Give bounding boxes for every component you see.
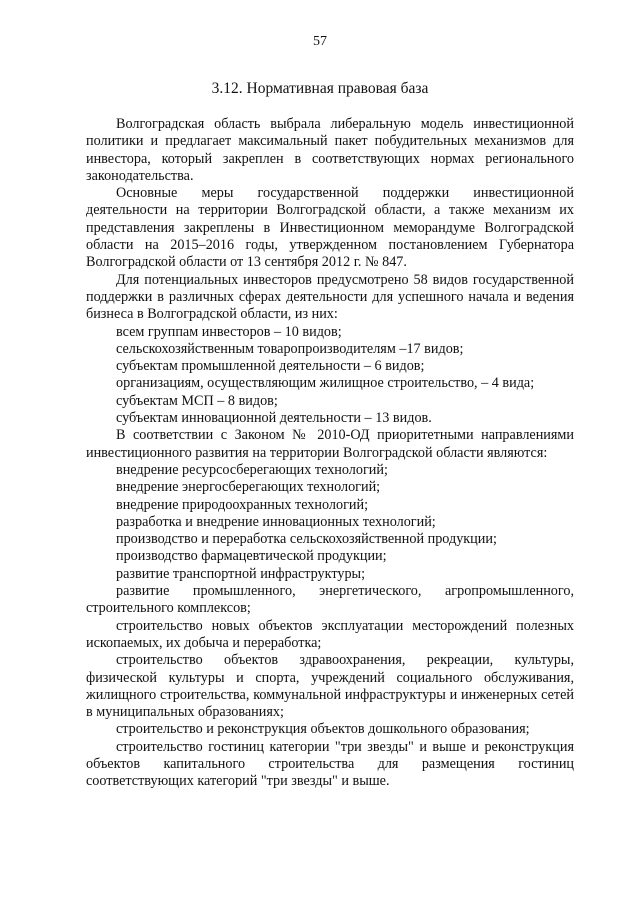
list-item: субъектам промышленной деятельности – 6 видов; — [116, 358, 425, 375]
paragraph-support-types: Для потенциальных инвесторов предусмотрено 58 видов государственной поддержки в различных сферах деятельности для успешного начала и ведения бизнеса в Волгоградской области, из них: — [86, 271, 574, 323]
paragraph-support-measures: Основные меры государственной поддержки инвестиционной деятельности на территории Волгоградской области, а также механизм их представления закреплены в Инвестиционном меморандуме Волгоградской области на 2015–2016 годы, утвержденном постановлением Губернатора Волгоградской области от 13 сентября 2012 г. № 847. — [86, 185, 574, 271]
support-list — [86, 324, 574, 428]
list-item: разработка и внедрение инновационных технологий; — [116, 513, 436, 530]
list-item: всем группам инвесторов – 10 видов; — [116, 323, 342, 340]
list-item: строительство новых объектов эксплуатации месторождений полезных ископаемых, их добыча и переработка; — [86, 617, 574, 651]
priority-list — [86, 462, 574, 791]
paragraph-liberal-model: Волгоградская область выбрала либеральную модель инвестиционной политики и предлагает максимальный пакет побудительных механизмов для инвестора, который закреплен в соответствующих нормах регионального законодательства. — [86, 116, 574, 184]
list-item: внедрение энергосберегающих технологий; — [116, 479, 381, 496]
list-item: сельскохозяйственным товаропроизводителям –17 видов; — [116, 340, 464, 357]
list-item: строительство объектов здравоохранения, рекреации, культуры, физической культуры и спорта, учреждений социального обслуживания, жилищного строительства, коммунальной инфраструктуры и инженерных сетей в муниципальных образованиях; — [86, 652, 574, 721]
document-body — [86, 116, 574, 791]
list-item: организациям, осуществляющим жилищное строительство, – 4 вида; — [116, 375, 535, 392]
list-item: внедрение ресурсосберегающих технологий; — [116, 461, 388, 478]
list-item: внедрение природоохранных технологий; — [116, 496, 369, 513]
list-item: производство фармацевтической продукции; — [116, 548, 387, 565]
list-item: строительство и реконструкция объектов дошкольного образования; — [116, 721, 530, 738]
paragraph-priority-directions: В соответствии с Законом № 2010-ОД приоритетными направлениями инвестиционного развития на территории Волгоградской области являются: — [86, 427, 574, 461]
list-item: развитие транспортной инфраструктуры; — [116, 565, 366, 582]
list-item: субъектам инновационной деятельности – 13 видов. — [116, 410, 432, 427]
section-title: 3.12. Нормативная правовая база — [211, 80, 429, 97]
list-item: субъектам МСП – 8 видов; — [116, 392, 278, 409]
list-item: производство и переработка сельскохозяйственной продукции; — [116, 531, 497, 548]
page-number: 57 — [313, 34, 327, 49]
list-item: развитие промышленного, энергетического, агропромышленного, строительного комплексов; — [86, 583, 574, 617]
list-item: строительство гостиниц категории "три звезды" и выше и реконструкция объектов капитального строительства для размещения гостиниц соответствующих категорий "три звезды" и выше. — [86, 738, 574, 790]
